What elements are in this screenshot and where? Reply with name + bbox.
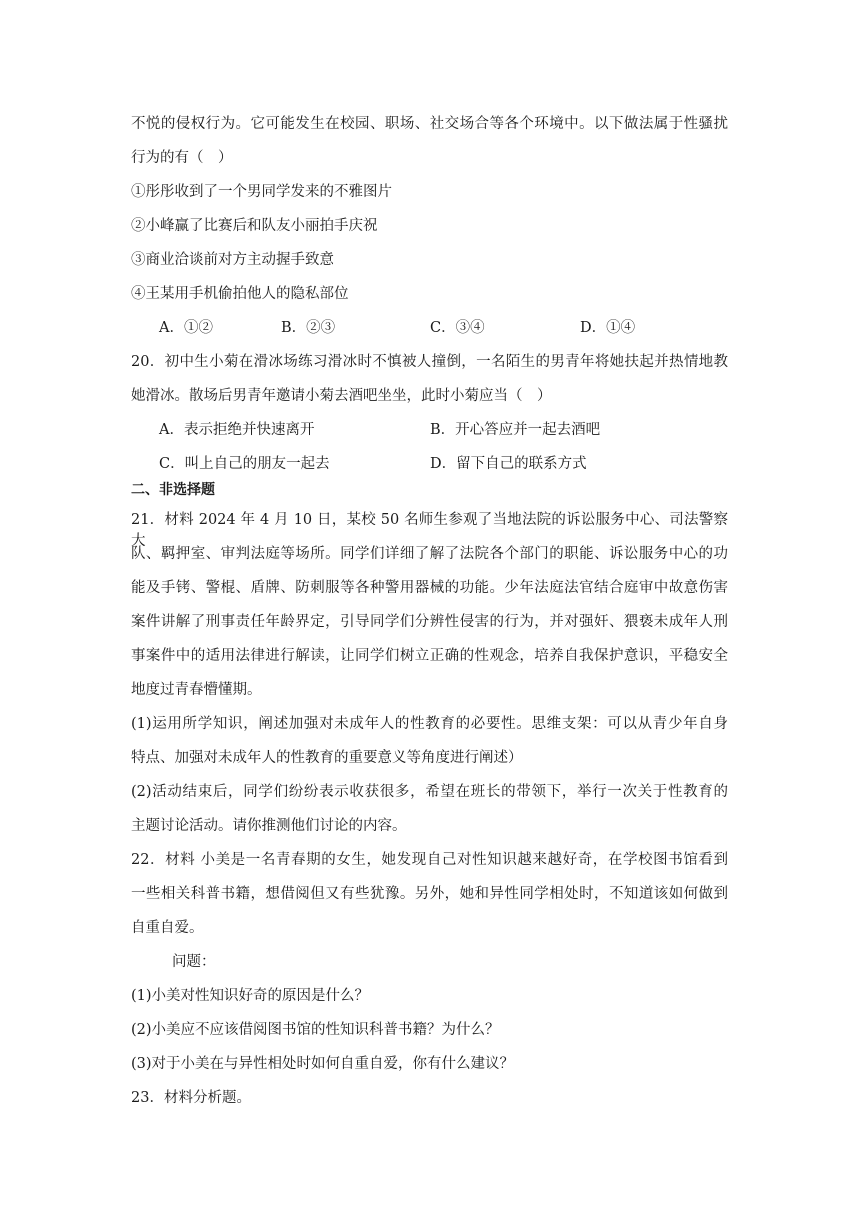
q21-material-line-3: 能及手铐、警棍、盾牌、防刺服等各种警用器械的功能。少年法庭法官结合庭审中故意伤害 — [131, 580, 728, 596]
q22-material-line-3: 自重自爱。 — [131, 920, 204, 936]
q22-sub-1: (1)小美对性知识好奇的原因是什么？ — [131, 988, 370, 1004]
q21-material-line-1: 21．材料 2024 年 4 月 10 日，某校 50 名师生参观了当地法院的诉讼服务中心、司法警察大 — [131, 512, 728, 549]
q20-option-c: C．叫上自己的朋友一起去 — [159, 456, 330, 472]
q22-sub-3: (3)对于小美在与异性相处时如何自重自爱，你有什么建议？ — [131, 1056, 515, 1072]
q23-title: 23．材料分析题。 — [131, 1090, 251, 1106]
q20-option-b: B．开心答应并一起去酒吧 — [430, 422, 601, 438]
section-heading-non-choice: 二、非选择题 — [131, 482, 215, 498]
q19-item-2: ②小峰赢了比赛后和队友小丽拍手庆祝 — [131, 218, 378, 234]
q21-material-line-5: 事案件中的适用法律进行解读，让同学们树立正确的性观念，培养自我保护意识，平稳安全 — [131, 648, 728, 664]
q21-material-line-4: 案件讲解了刑事责任年龄界定，引导同学们分辨性侵害的行为，并对强奸、猥亵未成年人刑 — [131, 614, 728, 630]
q20-stem-line-1: 20．初中生小菊在滑冰场练习滑冰时不慎被人撞倒，一名陌生的男青年将她扶起并热情地教 — [131, 354, 728, 370]
q19-option-a: A．①② — [159, 320, 213, 336]
q19-option-d: D．①④ — [580, 320, 636, 336]
q22-material-line-2: 一些相关科普书籍，想借阅但又有些犹豫。另外，她和异性同学相处时，不知道该如何做到 — [131, 886, 728, 902]
q19-item-3: ③商业洽谈前对方主动握手致意 — [131, 252, 334, 268]
q21-material-line-6: 地度过青春懵懂期。 — [131, 682, 262, 698]
q21-sub2-line-1: (2)活动结束后，同学们纷纷表示收获很多，希望在班长的带领下，举行一次关于性教育的 — [131, 784, 728, 800]
q19-stem-line-2: 行为的有（ ） — [131, 150, 233, 166]
q19-stem-line-1: 不悦的侵权行为。它可能发生在校园、职场、社交场合等各个环境中。以下做法属于性骚扰 — [131, 116, 728, 132]
q21-material-line-2: 队、羁押室、审判法庭等场所。同学们详细了解了法院各个部门的职能、诉讼服务中心的功 — [131, 546, 728, 562]
q22-material-line-1: 22．材料 小美是一名青春期的女生，她发现自己对性知识越来越好奇，在学校图书馆看到 — [131, 852, 728, 868]
q22-question-label: 问题： — [172, 954, 216, 970]
q20-option-a: A．表示拒绝并快速离开 — [159, 422, 315, 438]
q20-stem-line-2: 她滑冰。散场后男青年邀请小菊去酒吧坐坐，此时小菊应当（ ） — [131, 388, 552, 404]
q21-sub1-line-2: 特点、加强对未成年人的性教育的重要意义等角度进行阐述） — [131, 750, 523, 766]
q19-item-4: ④王某用手机偷拍他人的隐私部位 — [131, 286, 349, 302]
q20-option-d: D．留下自己的联系方式 — [430, 456, 587, 472]
q19-item-1: ①彤彤收到了一个男同学发来的不雅图片 — [131, 184, 392, 200]
q21-sub2-line-2: 主题讨论活动。请你推测他们讨论的内容。 — [131, 818, 407, 834]
q19-option-b: B．②③ — [281, 320, 336, 336]
q22-sub-2: (2)小美应不应该借阅图书馆的性知识科普书籍？为什么？ — [131, 1022, 500, 1038]
q21-sub1-line-1: (1)运用所学知识，阐述加强对未成年人的性教育的必要性。思维支架：可以从青少年自身 — [131, 716, 728, 732]
q19-option-c: C．③④ — [430, 320, 485, 336]
